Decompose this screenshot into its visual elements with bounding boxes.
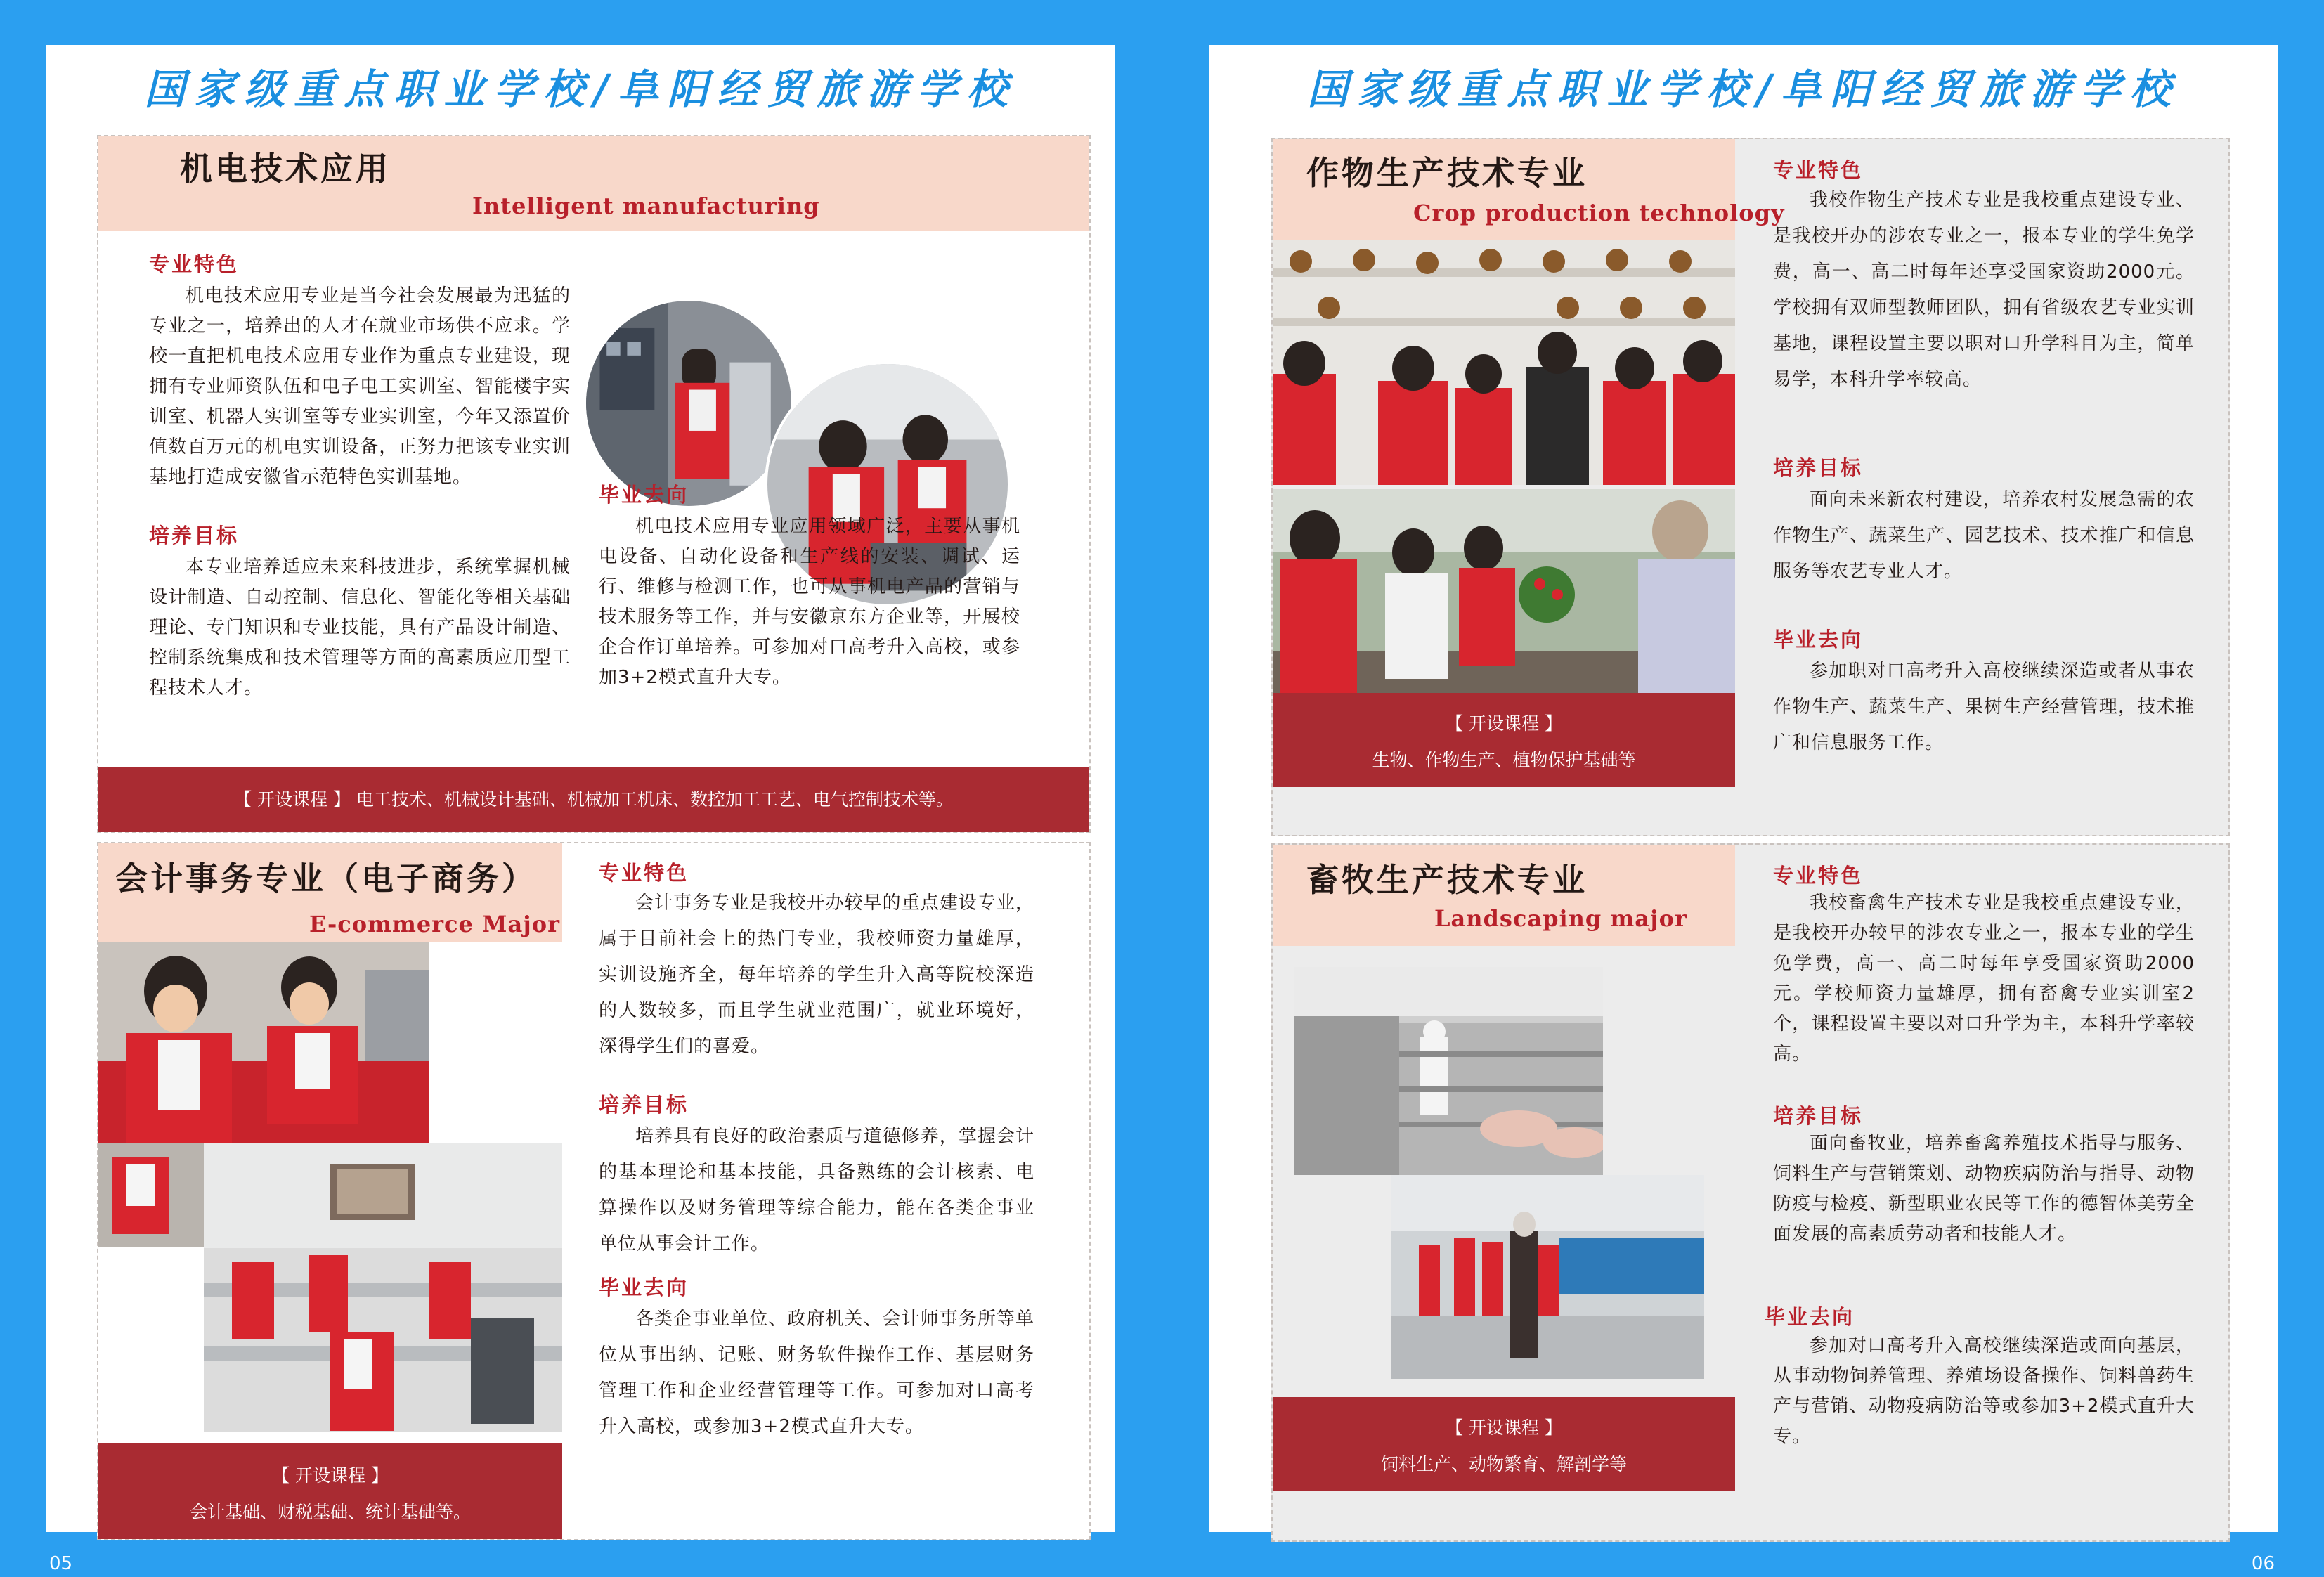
crop-career-heading: 毕业去向	[1773, 628, 1864, 651]
mechatronics-title: 机电技术应用	[180, 150, 391, 188]
accounting-career-text: 各类企事业单位、政府机关、会计师事务所等单位从事出纳、记账、财务软件操作工作、基层财务管理工作和企业经营管理等工作。可参加对口高考升入高校，或参加3+2模式直升大专。	[599, 1309, 1034, 1437]
crop-feature-heading: 专业特色	[1773, 158, 1864, 182]
accounting-photo-banknotes	[98, 942, 429, 1146]
page-number: 05	[49, 1553, 73, 1574]
crop-course-heading: 【 开设课程 】	[1446, 713, 1562, 734]
crop-section	[1271, 138, 2230, 836]
accounting-course-bar	[98, 1443, 562, 1539]
livestock-title: 畜牧生产技术专业	[1306, 861, 1588, 899]
livestock-goal-text: 面向畜牧业，培养畜禽养殖技术指导与服务、饲料生产与营销策划、动物疾病防治与指导、动物防疫与检疫、新型职业农民等工作的德智体美劳全面发展的高素质劳动者和技能人才。	[1773, 1133, 2195, 1245]
accounting-photo-classroom	[204, 1143, 562, 1432]
accounting-feature-heading: 专业特色	[599, 861, 689, 885]
accounting-course-text: 会计基础、财税基础、统计基础等。	[189, 1502, 471, 1522]
livestock-title-en: Landscaping major	[1434, 905, 1687, 932]
crop-title-en: Crop production technology	[1413, 200, 1785, 226]
mechatronics-career-text: 机电技术应用专业应用领域广泛，主要从事机电设备、自动化设备和生产线的安装、调试、运行、维修与检测工作，也可从事机电产品的营销与技术服务等工作，并与安徽京东方企业等，开展校企合作订单培养。可参加对口高考升入高校，或参加3+2模式直升大专。	[599, 516, 1020, 688]
mechatronics-feature-heading: 专业特色	[149, 252, 240, 276]
livestock-course-text: 饲料生产、动物繁育、解剖学等	[1380, 1454, 1627, 1474]
accounting-goal-text: 培养具有良好的政治素质与道德修养，掌握会计的基本理论和基本技能，具备熟练的会计核素、电算操作以及财务管理等综合能力，能在各类企事业单位从事会计工作。	[599, 1126, 1034, 1254]
accounting-feature-text: 会计事务专业是我校开办较早的重点建设专业，属于目前社会上的热门专业，我校师资力量雄厚，实训设施齐全，每年培养的学生升入高等院校深造的人数较多，而且学生就业范围广，就业环境好，深得学生们的喜爱。	[599, 893, 1034, 1057]
mechatronics-course-bar	[98, 767, 1089, 832]
accounting-title: 会计事务专业（电子商务）	[115, 859, 537, 897]
page-title: 国家级重点职业学校/阜阳经贸旅游学校	[1307, 65, 2180, 113]
livestock-feature-text: 我校畜禽生产技术专业是我校重点建设专业，是我校开办较早的涉农专业之一，报本专业的学生免学费，高一、高二时每年享受国家资助2000元。学校师资力量雄厚，拥有畜禽专业实训室2个，课程设置主要以对口升学为主，本科升学率较高。	[1773, 893, 2195, 1065]
accounting-course-heading: 【 开设课程 】	[272, 1465, 389, 1486]
crop-photo-greenhouse	[1273, 489, 1735, 693]
crop-feature-text: 我校作物生产技术专业是我校重点建设专业、是我校开办的涉农专业之一，报本专业的学生免学费，高一、高二时每年还享受国家资助2000元。学校拥有双师型教师团队，拥有省级农艺专业实训基地，课程设置主要以职对口升学科目为主，简单易学，本科升学率较高。	[1773, 190, 2195, 390]
mechatronics-goal-text: 本专业培养适应未来科技进步，系统掌握机械设计制造、自动控制、信息化、智能化等相关基础理论、专门知识和专业技能，具有产品设计制造、控制系统集成和技术管理等方面的高素质应用型工程技术人才。	[149, 557, 571, 699]
accounting-section	[97, 842, 1091, 1540]
livestock-section	[1271, 843, 2230, 1542]
page-title: 国家级重点职业学校/阜阳经贸旅游学校	[144, 65, 1017, 113]
livestock-career-text: 参加对口高考升入高校继续深造或面向基层，从事动物饲养管理、养殖场设备操作、饲料兽药生产与营销、动物疫病防治等或参加3+2模式直升大专。	[1773, 1335, 2195, 1447]
livestock-course-bar	[1273, 1397, 1735, 1491]
livestock-goal-heading: 培养目标	[1773, 1104, 1864, 1128]
crop-course-bar	[1273, 693, 1735, 787]
crop-photo-bonsai-class	[1273, 240, 1735, 485]
crop-course-text: 生物、作物生产、植物保护基础等	[1372, 750, 1636, 770]
crop-career-text: 参加职对口高考升入高校继续深造或者从事农作物生产、蔬菜生产、果树生产经营管理，技术推广和信息服务工作。	[1773, 661, 2195, 753]
mechatronics-career-heading: 毕业去向	[599, 483, 689, 507]
mechatronics-title-en: Intelligent manufacturing	[472, 193, 820, 219]
mechatronics-feature-text: 机电技术应用专业是当今社会发展最为迅猛的专业之一，培养出的人才在就业市场供不应求。学校一直把机电技术应用专业作为重点专业建设，现拥有专业师资队伍和电子电工实训室、智能楼宇实训室、机器人实训室等专业实训室，今年又添置价值数百万元的机电实训设备，正努力把该专业实训基地打造成安徽省示范特色实训基地。	[149, 285, 571, 488]
accounting-goal-heading: 培养目标	[599, 1093, 689, 1117]
mechatronics-photo-lab	[583, 298, 794, 509]
left-page	[46, 45, 1115, 1574]
livestock-career-heading: 毕业去向	[1765, 1305, 1855, 1329]
crop-goal-heading: 培养目标	[1773, 456, 1864, 480]
mechatronics-goal-heading: 培养目标	[149, 524, 240, 547]
accounting-title-en: E-commerce Major	[309, 911, 560, 937]
crop-goal-text: 面向未来新农村建设，培养农村发展急需的农作物生产、蔬菜生产、园艺技术、技术推广和信息服务等农艺专业人才。	[1773, 489, 2195, 582]
livestock-photo-students-corridor	[1391, 1175, 1704, 1379]
mechatronics-course-text: 【 开设课程 】 电工技术、机械设计基础、机械加工机床、数控加工工艺、电气控制技术等。	[234, 789, 954, 810]
right-page	[1209, 45, 2278, 1574]
mechatronics-section	[97, 135, 1091, 833]
livestock-feature-heading: 专业特色	[1773, 864, 1864, 888]
crop-title: 作物生产技术专业	[1306, 154, 1588, 192]
livestock-course-heading: 【 开设课程 】	[1446, 1417, 1562, 1438]
livestock-photo-pig-farm	[1294, 967, 1603, 1175]
accounting-photo-computer-lab	[98, 1143, 204, 1247]
accounting-career-heading: 毕业去向	[599, 1276, 689, 1299]
page-number: 06	[2251, 1553, 2275, 1574]
